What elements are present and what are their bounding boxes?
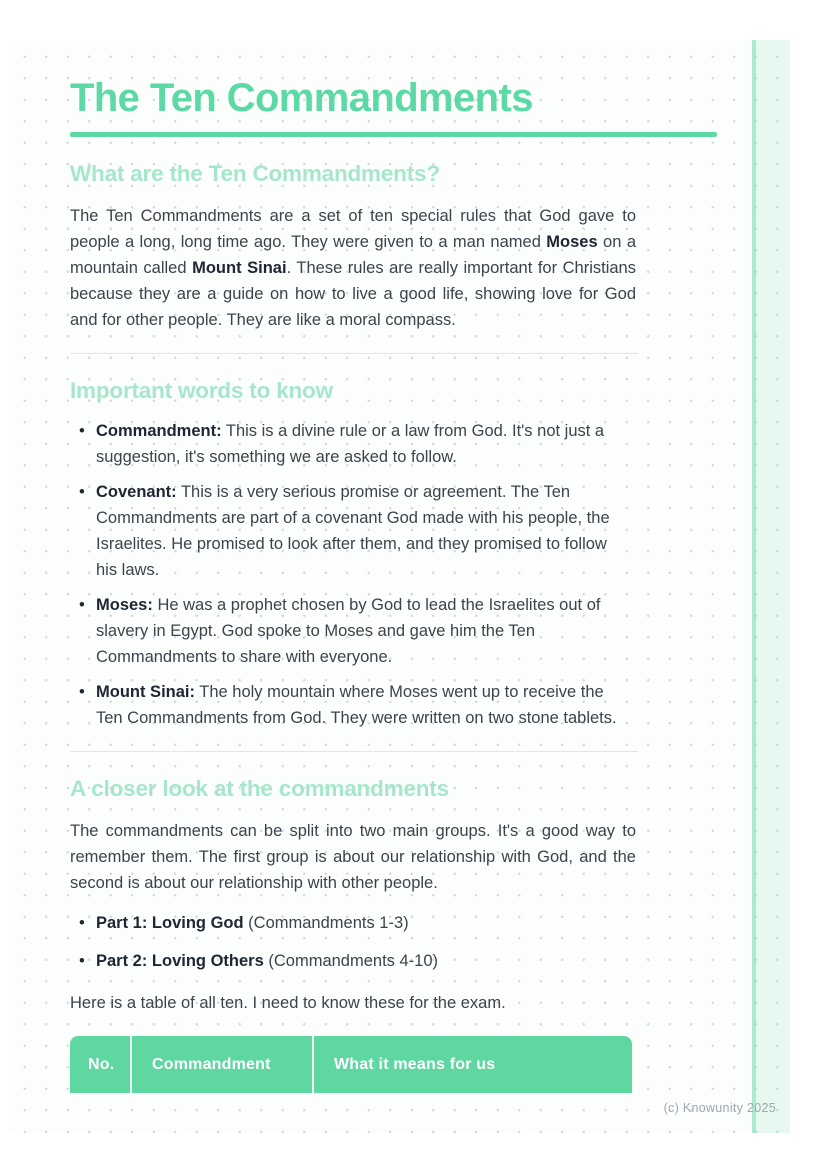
bullet-icon: • [79, 683, 85, 701]
list-item-part-2 [70, 948, 636, 974]
parts-list [70, 910, 636, 974]
list-item-mount-sinai [70, 679, 620, 731]
table-header-no: No. [88, 1055, 115, 1073]
list-item-commandment [70, 418, 620, 470]
part-label: Part 1: Loving God [96, 914, 244, 932]
section-divider [70, 751, 638, 752]
note-content [8, 40, 790, 1133]
vocab-definition: The holy mountain where Moses went up to receive the Ten Commandments from God. They were written on two stone tablets. [96, 683, 617, 727]
part-label: Part 2: Loving Others [96, 952, 264, 970]
bullet-icon: • [79, 952, 85, 970]
vocab-term: Moses: [96, 596, 153, 614]
list-item-moses [70, 592, 620, 670]
bullet-icon: • [79, 483, 85, 501]
list-item-covenant [70, 479, 620, 583]
section-divider [70, 353, 638, 354]
section-heading-closer-look: A closer look at the commandments [70, 776, 449, 801]
vocab-term: Commandment: [96, 422, 222, 440]
bullet-icon: • [79, 914, 85, 932]
title-underline [70, 132, 717, 137]
page-title: The Ten Commandments [70, 76, 533, 120]
copyright-footer: (c) Knowunity 2025 [663, 1101, 776, 1115]
part-range: (Commandments 1-3) [243, 914, 409, 932]
part-range: (Commandments 4-10) [263, 952, 439, 970]
table-intro-text: Here is a table of all ten. I need to know these for the exam. [70, 994, 506, 1012]
list-item-part-1 [70, 910, 636, 936]
intro-paragraph: The Ten Commandments are a set of ten special rules that God gave to people a long, long time ago. They were given to a man named Moses on a mountain called Mount Sinai. These rules are really important for Christians because they are a guide on how to live a good life, showing love for God and for other people. They are like a moral compass. [70, 207, 636, 329]
bullet-icon: • [79, 422, 85, 440]
closer-look-paragraph: The commandments can be split into two main groups. It's a good way to remember them. The first group is about our relationship with God, and the second is about our relationship with other people. [70, 822, 636, 892]
vocab-definition: He was a prophet chosen by God to lead the Israelites out of slavery in Egypt. God spoke to Moses and gave him the Ten Commandments to share with everyone. [96, 596, 601, 666]
commandments-table-header [70, 1036, 632, 1093]
vocab-term: Covenant: [96, 483, 177, 501]
vocab-definition: This is a very serious promise or agreement. The Ten Commandments are part of a covenant God made with his people, the Israelites. He promised to look after them, and they promised to follow his laws. [96, 483, 610, 579]
note-sheet [8, 40, 790, 1133]
vocab-term: Mount Sinai: [96, 683, 195, 701]
vocab-definition: This is a divine rule or a law from God. It's not just a suggestion, it's something we are asked to follow. [96, 422, 605, 466]
section-heading-intro: What are the Ten Commandments? [70, 161, 440, 186]
vocab-list [70, 418, 636, 731]
table-header-meaning: What it means for us [312, 1036, 632, 1093]
bullet-icon: • [79, 596, 85, 614]
table-header-commandment: Commandment [130, 1036, 312, 1093]
section-heading-vocab: Important words to know [70, 378, 333, 403]
